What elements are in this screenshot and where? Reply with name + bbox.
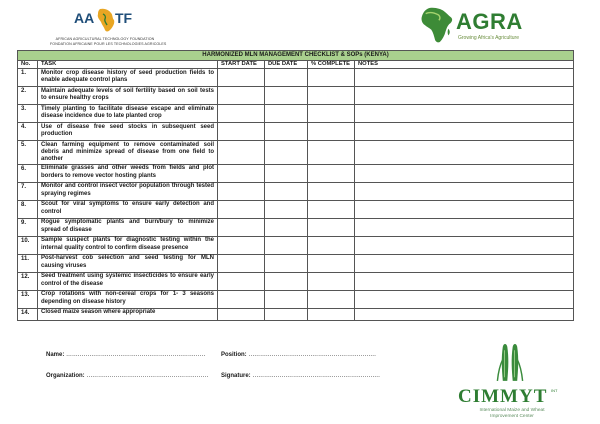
row-task: Clean farming equipment to remove contaminated soil debris and minimize spread of disease from one field to another: [38, 141, 218, 165]
column-header-task: TASK: [38, 61, 218, 69]
complete-cell[interactable]: [308, 182, 355, 200]
table-row: [18, 308, 574, 320]
table-row: [18, 141, 574, 165]
name-field[interactable]: [46, 352, 205, 358]
row-number: 10.: [18, 236, 38, 254]
notes-cell[interactable]: [355, 218, 574, 236]
agra-logo: [418, 4, 538, 48]
organization-label: Organization:: [46, 373, 85, 379]
table-row: [18, 290, 574, 308]
table-row: [18, 200, 574, 218]
row-number: 12.: [18, 272, 38, 290]
complete-cell[interactable]: [308, 290, 355, 308]
column-header-start-date: START DATE: [218, 61, 265, 69]
signature-field[interactable]: [221, 373, 380, 379]
row-task: Post-harvest cob selection and seed testing for MLN causing viruses: [38, 254, 218, 272]
due-date-cell[interactable]: [265, 218, 308, 236]
row-task: Crop rotations with non-cereal crops for 1- 3 seasons depending on disease history: [38, 290, 218, 308]
checklist-table: [17, 50, 574, 321]
column-header-notes: NOTES: [355, 61, 574, 69]
table-row: [18, 87, 574, 105]
complete-cell[interactable]: [308, 105, 355, 123]
aatf-name-fr: FONDATION AFRICAINE POUR LES TECHNOLOGIES AGRICOLES: [50, 42, 167, 46]
complete-cell[interactable]: [308, 236, 355, 254]
cimmyt-name-line1: International Maize and Wheat: [479, 408, 545, 413]
start-date-cell[interactable]: [218, 105, 265, 123]
row-number: 5.: [18, 141, 38, 165]
cimmyt-logo: [452, 338, 572, 422]
table-row: [18, 254, 574, 272]
column-header-due-date: DUE DATE: [265, 61, 308, 69]
notes-cell[interactable]: [355, 200, 574, 218]
start-date-cell[interactable]: [218, 236, 265, 254]
aatf-name-en: AFRICAN AGRICULTURAL TECHNOLOGY FOUNDATION: [55, 37, 155, 41]
table-row: [18, 164, 574, 182]
start-date-cell[interactable]: [218, 290, 265, 308]
row-number: 7.: [18, 182, 38, 200]
row-number: 2.: [18, 87, 38, 105]
due-date-cell[interactable]: [265, 105, 308, 123]
complete-cell[interactable]: [308, 254, 355, 272]
row-number: 8.: [18, 200, 38, 218]
row-task: Eliminate grasses and other weeds from fields and plot borders to remove vector hosting plants: [38, 164, 218, 182]
column-header-no: No.: [18, 61, 38, 69]
notes-cell[interactable]: [355, 236, 574, 254]
notes-cell[interactable]: [355, 182, 574, 200]
maize-wheat-icon: [492, 340, 528, 384]
name-label: Name:: [46, 352, 65, 358]
position-field[interactable]: [221, 352, 376, 358]
complete-cell[interactable]: [308, 272, 355, 290]
due-date-cell[interactable]: [265, 272, 308, 290]
table-title: HARMONIZED MLN MANAGEMENT CHECKLIST & SOPs (KENYA): [18, 51, 574, 61]
complete-cell[interactable]: [308, 141, 355, 165]
row-task: Scout for viral symptoms to ensure early detection and control: [38, 200, 218, 218]
position-label: Position:: [221, 352, 247, 358]
row-number: 11.: [18, 254, 38, 272]
start-date-cell[interactable]: [218, 69, 265, 87]
table-header-row: [18, 61, 574, 69]
due-date-cell[interactable]: [265, 123, 308, 141]
organization-line[interactable]: ………………………………………………………: [86, 373, 209, 379]
svg-text:AA: AA: [74, 10, 95, 26]
start-date-cell[interactable]: [218, 141, 265, 165]
table-row: [18, 218, 574, 236]
start-date-cell[interactable]: [218, 308, 265, 320]
table-row: [18, 272, 574, 290]
complete-cell[interactable]: [308, 87, 355, 105]
table-row: [18, 105, 574, 123]
complete-cell[interactable]: [308, 123, 355, 141]
due-date-cell[interactable]: [265, 164, 308, 182]
start-date-cell[interactable]: [218, 218, 265, 236]
cimmyt-name-line2: Improvement Center: [490, 414, 534, 419]
start-date-cell[interactable]: [218, 254, 265, 272]
row-number: 4.: [18, 123, 38, 141]
agra-wordmark: AGRA: [456, 9, 523, 34]
start-date-cell[interactable]: [218, 87, 265, 105]
row-number: 3.: [18, 105, 38, 123]
table-row: [18, 182, 574, 200]
row-task: Maintain adequate levels of soil fertility based on soil tests to ensure healthy crops: [38, 87, 218, 105]
column-header-complete: % COMPLETE: [308, 61, 355, 69]
row-task: Monitor crop disease history of seed production fields to enable adequate control plans: [38, 69, 218, 87]
signature-label: Signature:: [221, 373, 251, 379]
row-task: Monitor and control insect vector population through tested spraying regimes: [38, 182, 218, 200]
row-number: 6.: [18, 164, 38, 182]
start-date-cell[interactable]: [218, 182, 265, 200]
row-task: Closed maize season where appropriate: [38, 308, 218, 320]
due-date-cell[interactable]: [265, 69, 308, 87]
cimmyt-reg-mark: INT: [551, 388, 558, 393]
due-date-cell[interactable]: [265, 87, 308, 105]
complete-cell[interactable]: [308, 164, 355, 182]
organization-field[interactable]: [46, 373, 208, 379]
due-date-cell[interactable]: [265, 141, 308, 165]
notes-cell[interactable]: [355, 308, 574, 320]
notes-cell[interactable]: [355, 272, 574, 290]
row-number: 9.: [18, 218, 38, 236]
notes-cell[interactable]: [355, 87, 574, 105]
start-date-cell[interactable]: [218, 164, 265, 182]
svg-text:TF: TF: [115, 10, 133, 26]
due-date-cell[interactable]: [265, 236, 308, 254]
aatf-emblem: [72, 6, 142, 34]
name-line[interactable]: ………………………………………………………………: [66, 352, 206, 358]
due-date-cell[interactable]: [265, 308, 308, 320]
notes-cell[interactable]: [355, 290, 574, 308]
start-date-cell[interactable]: [218, 272, 265, 290]
row-task: Sample suspect plants for diagnostic testing within the internal quality control to confirm disease presence: [38, 236, 218, 254]
complete-cell[interactable]: [308, 200, 355, 218]
africa-map-icon: [420, 6, 454, 44]
start-date-cell[interactable]: [218, 123, 265, 141]
row-task: Use of disease free seed stocks in subsequent seed production: [38, 123, 218, 141]
table-row: [18, 69, 574, 87]
start-date-cell[interactable]: [218, 200, 265, 218]
notes-cell[interactable]: [355, 123, 574, 141]
agra-tagline: Growing Africa's Agriculture: [458, 35, 519, 41]
complete-cell[interactable]: [308, 218, 355, 236]
table-row: [18, 123, 574, 141]
row-number: 13.: [18, 290, 38, 308]
due-date-cell[interactable]: [265, 254, 308, 272]
complete-cell[interactable]: [308, 69, 355, 87]
aatf-logo: [50, 6, 167, 50]
row-task: Seed treatment using systemic insecticides to ensure early control of the disease: [38, 272, 218, 290]
due-date-cell[interactable]: [265, 200, 308, 218]
notes-cell[interactable]: [355, 164, 574, 182]
notes-cell[interactable]: [355, 105, 574, 123]
cimmyt-wordmark: CIMMYT: [458, 386, 548, 407]
row-task: Timely planting to facilitate disease escape and eliminate disease incidence due to late planted crop: [38, 105, 218, 123]
row-task: Rogue symptomatic plants and burn/bury to minimize spread of disease: [38, 218, 218, 236]
complete-cell[interactable]: [308, 308, 355, 320]
notes-cell[interactable]: [355, 69, 574, 87]
position-line[interactable]: …………………………………………………………: [248, 352, 376, 358]
table-title-row: [18, 51, 574, 61]
row-number: 14.: [18, 308, 38, 320]
table-row: [18, 236, 574, 254]
notes-cell[interactable]: [355, 254, 574, 272]
due-date-cell[interactable]: [265, 182, 308, 200]
signature-line[interactable]: …………………………………………………………: [252, 373, 380, 379]
notes-cell[interactable]: [355, 141, 574, 165]
row-number: 1.: [18, 69, 38, 87]
due-date-cell[interactable]: [265, 290, 308, 308]
